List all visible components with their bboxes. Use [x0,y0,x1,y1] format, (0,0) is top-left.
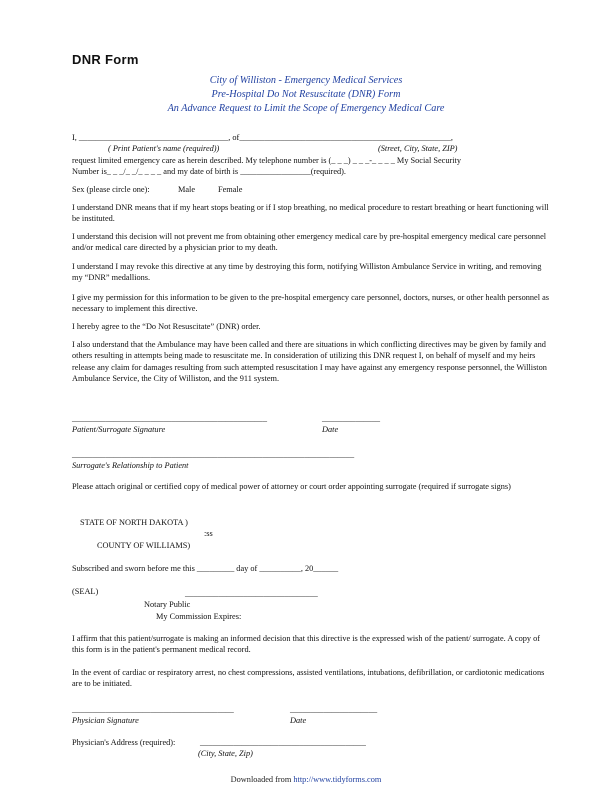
header-subtitle: An Advance Request to Limit the Scope of Emergency Medical Care [167,103,445,114]
event-statement: In the event of cardiac or respiratory arrest, no chest compressions, assisted ventilations, intubations, defibrillation, or cardiotonic medications are to be initiated. [72,668,545,689]
phone-ssn-line[interactable]: request limited emergency care as herein described. My telephone number is (_ _ _) _ _ _-_ _ _ _ My Social Security [72,156,461,165]
seal-label: (SEAL) [72,587,99,596]
header-form-name: Pre-Hospital Do Not Resuscitate (DNR) Form [211,89,401,100]
attach-note: Please attach original or certified copy of medical power of attorney or court order appointing surrogate (required if surrogate signs) [72,482,511,491]
footer-prefix: Downloaded from [230,775,292,784]
notary-state: STATE OF NORTH DAKOTA ) [80,518,188,527]
physician-address-line[interactable]: ________________________________________ [200,738,366,747]
paragraph-dnr-meaning: I understand DNR means that if my heart stops beating or if I stop breathing, no medical procedure to restart breathing or heart functioning will be instituted. [72,203,549,224]
paragraph-other-care: I understand this decision will not prevent me from obtaining other emergency medical care by pre-hospital emergency medical care personnel and/or medical care directed by a physician prior to my death. [72,232,547,253]
physician-address-caption: (City, State, Zip) [198,749,253,758]
surrogate-relationship-line[interactable]: ____________________________________________________________________ [72,450,355,459]
document-title: DNR Form [72,52,139,67]
surrogate-relationship-label: Surrogate's Relationship to Patient [72,461,189,470]
paragraph-permission: I give my permission for this information to be given to the pre-hospital emergency care personnel, doctors, nurses, or other health personnel as necessary to implement this directive. [72,293,550,314]
header-organization: City of Williston - Emergency Medical Services [209,75,403,86]
paragraph-revoke: I understand I may revoke this directive at any time by destroying this form, notifying Williston Ambulance Service in writing, and removing my “DNR” medallions. [72,262,542,283]
sworn-statement[interactable]: Subscribed and sworn before me this _________ day of __________, 20______ [72,564,339,573]
patient-address-caption: (Street, City, State, ZIP) [378,144,458,153]
paragraph-release: I also understand that the Ambulance may have been called and there are situations in which conflicting directives may be given by family and others resulting in attempts being made to resuscitate me. In consideration of utilizing this DNR request I, on behalf of myself and my heirs release any claim for damages resulting from such attempted resuscitation I may have against any emergency response personnel, the Williston Ambulance Service, the City of Williston, and the 911 system. [72,340,547,384]
patient-signature-line[interactable]: _______________________________________________ [72,414,267,423]
commission-expires-label: My Commission Expires: [156,612,242,621]
patient-name-address-line[interactable]: I, ____________________________________, of___________________________________________________, [72,133,453,142]
affirm-statement: I affirm that this patient/surrogate is making an informed decision that this directive is the expressed wish of the patient/ surrogate. A copy of this form is in the patient's permanent medical record. [72,634,541,655]
patient-signature-label: Patient/Surrogate Signature [72,425,166,434]
sex-option-male[interactable]: Male [178,185,196,194]
patient-date-line[interactable]: ______________ [322,414,381,423]
notary-signature-line[interactable]: ________________________________ [185,589,318,598]
footer-url-link[interactable]: http://www.tidyforms.com [293,775,382,784]
physician-date-line[interactable]: _____________________ [290,705,378,714]
notary-public-label: Notary Public [144,600,191,609]
sex-option-female[interactable]: Female [218,185,243,194]
physician-address-label: Physician's Address (required): [72,738,176,747]
sex-label: Sex (please circle one): [72,185,150,194]
physician-signature-label: Physician Signature [72,716,139,725]
patient-name-caption: ( Print Patient's name (required)) [108,144,220,153]
download-footer [0,775,612,784]
paragraph-agree: I hereby agree to the “Do Not Resuscitate” (DNR) order. [72,322,261,331]
notary-county: COUNTY OF WILLIAMS) [97,541,191,550]
patient-date-label: Date [322,425,339,434]
notary-ss: :ss [204,529,213,538]
ssn-dob-line[interactable]: Number is_ _ _/_ _/_ _ _ _ and my date of birth is _________________(required). [72,167,346,176]
physician-date-label: Date [290,716,307,725]
physician-signature-line[interactable]: _______________________________________ [72,705,234,714]
